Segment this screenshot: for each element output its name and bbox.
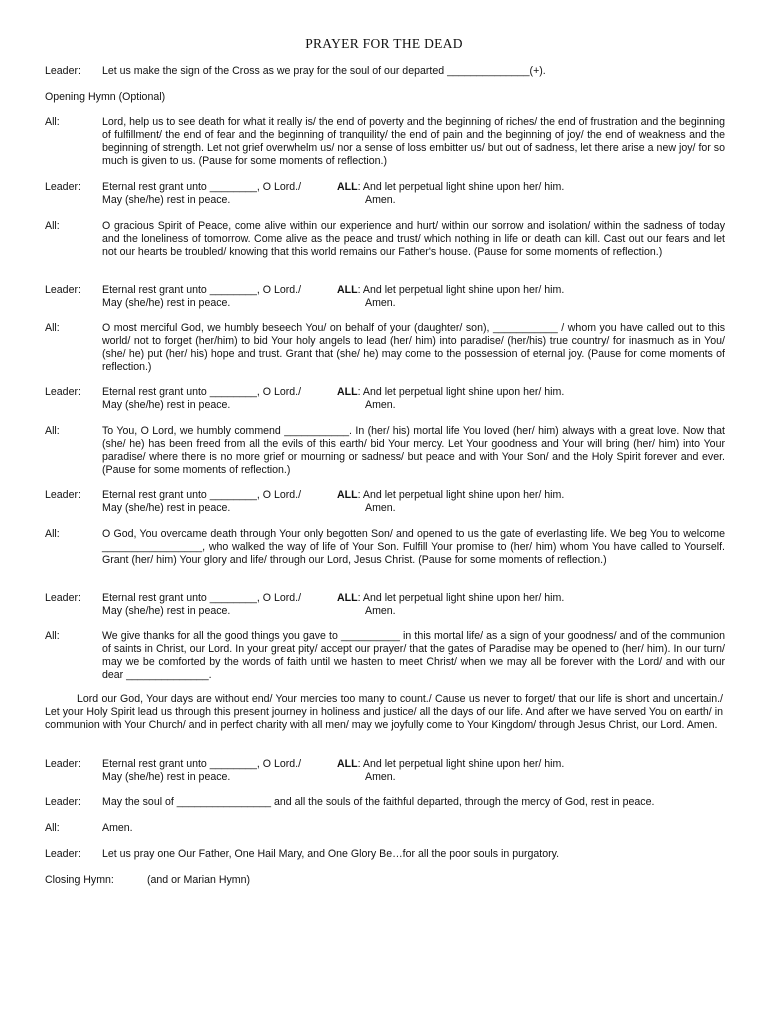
response-leader-line-1: Eternal rest grant unto ________, O Lord./ bbox=[102, 592, 302, 604]
response-all-line-2: Amen. bbox=[365, 605, 396, 617]
speaker-leader: Leader: bbox=[45, 758, 81, 770]
speaker-leader: Leader: bbox=[45, 65, 81, 77]
response-all-line-2: Amen. bbox=[365, 771, 396, 783]
response-leader-line-2: May (she/he) rest in peace. bbox=[102, 194, 231, 206]
speaker-all: All: bbox=[45, 528, 60, 540]
response-all-line-2: Amen. bbox=[365, 297, 396, 309]
response-all-text: : And let perpetual light shine upon her/ him. bbox=[357, 284, 565, 296]
speaker-leader: Leader: bbox=[45, 284, 81, 296]
response-all-line-1 bbox=[337, 386, 564, 399]
response-all-label: ALL bbox=[337, 386, 358, 398]
response-all-line-1 bbox=[337, 758, 564, 771]
prayer-4-text: To You, O Lord, we humbly commend ___________. In (her/ his) mortal life You loved (her/ him) always with a great love. Now that (she/ he) has been freed from all the evils of this earth/ bid Your mercy. Let Your goodness and Your will bring (her/ him) into Your paradise/ where there is no more grief or mourning or sadness/ but peace and with Your Son/ and the Holy Spirit forever and ever. (Pause for some moments of reflection.) bbox=[102, 425, 725, 476]
speaker-all: All: bbox=[45, 425, 60, 437]
response-leader-line-1: Eternal rest grant unto ________, O Lord./ bbox=[102, 181, 302, 193]
response-all-line-2: Amen. bbox=[365, 502, 396, 514]
response-leader-line-1: Eternal rest grant unto ________, O Lord./ bbox=[102, 758, 302, 770]
speaker-all: All: bbox=[45, 220, 60, 232]
response-all-label: ALL bbox=[337, 592, 358, 604]
prayer-3-text: O most merciful God, we humbly beseech You/ on behalf of your (daughter/ son), ___________ / whom you have called out to this world/ not to forget (her/him) to bid Your holy angels to lead (her/ him) into paradise/ (her/his) true country/ for inasmuch as in You/ (she/ he) put (her/ his) hope and trust. Grant that (she/ he) may come to the possession of eternal joy. (Pause for come moments of reflection.) bbox=[102, 322, 725, 373]
response-all-text: : And let perpetual light shine upon her/ him. bbox=[357, 489, 565, 501]
amen-text: Amen. bbox=[102, 822, 133, 834]
response-all-line-2: Amen. bbox=[365, 399, 396, 411]
response-all-line-1 bbox=[337, 181, 564, 194]
opening-hymn-text: Opening Hymn (Optional) bbox=[45, 91, 166, 103]
response-all-line-1 bbox=[337, 592, 564, 605]
response-all-text: : And let perpetual light shine upon her/ him. bbox=[357, 592, 565, 604]
response-all-label: ALL bbox=[337, 758, 358, 770]
pray-line-text: Let us pray one Our Father, One Hail Mary, and One Glory Be…for all the poor souls in purgatory. bbox=[102, 848, 560, 860]
prayer-5-text: O God, You overcame death through Your only begotten Son/ and opened to us the gate of everlasting life. We beg You to welcome _________________, who walked the way of life of Your Son. Fulfill Your promise to (her/ him) whom You have called to Yourself. Grant (her/ him) Your glory and life/ through our Lord, Jesus Christ. (Pause for some moments of reflection.) bbox=[102, 528, 725, 566]
speaker-leader: Leader: bbox=[45, 796, 81, 808]
prayer-1-text: Lord, help us to see death for what it really is/ the end of poverty and the beginning of riches/ the end of frustration and the beginning of fulfillment/ the end of fear and the beginning of tranquility/ the end of pain and the beginning of joy/ the end of weakness and the beginning of strength. Let not grief overwhelm us/ nor a sense of loss embitter us/ but out of sadness, let there arise a new joy/ for so much is given to us. (Pause for some moments of reflection.) bbox=[102, 116, 725, 167]
speaker-leader: Leader: bbox=[45, 489, 81, 501]
closing-prayer-paragraph: Lord our God, Your days are without end/ Your mercies too many to count./ Cause us never to forget/ that our life is short and uncertain./ Let your Holy Spirit lead us through this present journey in holiness and justice/ all the days of our life. And after we have served You on earth/ in communion with Your Church/ and in perfect charity with all men/ may we joyfully come to Your Kingdom/ through Jesus Christ, our Lord. Amen. bbox=[45, 693, 723, 731]
speaker-leader: Leader: bbox=[45, 848, 81, 860]
response-all-text: : And let perpetual light shine upon her/ him. bbox=[357, 181, 565, 193]
prayer-6-text: We give thanks for all the good things you gave to __________ in this mortal life/ as a sign of your goodness/ and of the communion of saints in Christ, our Lord. In your great pity/ accept our prayer/ that the gates of Paradise may be opened to (her/ him). In our turn/ may we be comforted by the words of faith until we hasten to meet Christ/ when we may all be forever with the Lord/ and with our dear ______________. bbox=[102, 630, 725, 681]
prayer-2-text: O gracious Spirit of Peace, come alive within our experience and hurt/ within our sorrow and isolation/ within the sadness of today and the loneliness of tomorrow. Come alive as the peace and trust/ which nothing in life or death can kill. Cast out our fears and let not our hearts be troubled/ knowing that this world remains our Father's house. (Pause for some moments of reflection.) bbox=[102, 220, 725, 258]
response-all-label: ALL bbox=[337, 489, 358, 501]
response-leader-line-1: Eternal rest grant unto ________, O Lord./ bbox=[102, 386, 302, 398]
response-all-line-1 bbox=[337, 284, 564, 297]
response-all-text: : And let perpetual light shine upon her/ him. bbox=[357, 386, 565, 398]
response-leader-line-1: Eternal rest grant unto ________, O Lord./ bbox=[102, 284, 302, 296]
response-leader-line-2: May (she/he) rest in peace. bbox=[102, 605, 231, 617]
speaker-leader: Leader: bbox=[45, 181, 81, 193]
response-leader-line-2: May (she/he) rest in peace. bbox=[102, 297, 231, 309]
speaker-all: All: bbox=[45, 630, 60, 642]
response-all-line-2: Amen. bbox=[365, 194, 396, 206]
response-leader-line-2: May (she/he) rest in peace. bbox=[102, 771, 231, 783]
response-all-text: : And let perpetual light shine upon her/ him. bbox=[357, 758, 565, 770]
speaker-all: All: bbox=[45, 322, 60, 334]
speaker-all: All: bbox=[45, 116, 60, 128]
opening-line-text: Let us make the sign of the Cross as we pray for the soul of our departed ______________(+). bbox=[102, 65, 546, 77]
soul-line-text: May the soul of ________________ and all the souls of the faithful departed, through the mercy of God, rest in peace. bbox=[102, 796, 655, 808]
response-leader-line-1: Eternal rest grant unto ________, O Lord./ bbox=[102, 489, 302, 501]
document-title: PRAYER FOR THE DEAD bbox=[305, 36, 463, 51]
speaker-all: All: bbox=[45, 822, 60, 834]
response-all-label: ALL bbox=[337, 284, 358, 296]
response-leader-line-2: May (she/he) rest in peace. bbox=[102, 502, 231, 514]
closing-hymn-label: Closing Hymn: bbox=[45, 874, 114, 886]
closing-hymn-text: (and or Marian Hymn) bbox=[147, 874, 251, 886]
speaker-leader: Leader: bbox=[45, 386, 81, 398]
response-all-line-1 bbox=[337, 489, 564, 502]
speaker-leader: Leader: bbox=[45, 592, 81, 604]
response-all-label: ALL bbox=[337, 181, 358, 193]
response-leader-line-2: May (she/he) rest in peace. bbox=[102, 399, 231, 411]
